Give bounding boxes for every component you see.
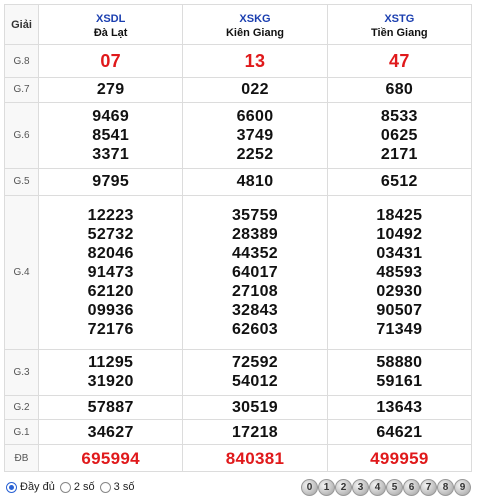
digit-ball[interactable]: 3	[352, 479, 369, 496]
province-name: Đà Lạt	[93, 26, 128, 39]
digit-ball[interactable]: 7	[420, 479, 437, 496]
digit-ball[interactable]: 8	[437, 479, 454, 496]
prize-cell	[39, 78, 183, 103]
prize-number: 59161	[376, 373, 423, 391]
prize-number: 44352	[231, 244, 278, 262]
prize-row	[5, 420, 472, 445]
display-option-label: 3 số	[113, 481, 135, 493]
prize-number: 31920	[87, 373, 134, 391]
prize-number: 13643	[376, 399, 423, 417]
results-body	[5, 45, 472, 472]
radio-button[interactable]	[100, 482, 111, 493]
prize-label: G.4	[5, 195, 39, 350]
prize-cell	[183, 350, 327, 395]
digit-ball[interactable]: 4	[369, 479, 386, 496]
province-name: Tiền Giang	[371, 26, 428, 39]
prize-number: 52732	[87, 225, 134, 243]
prize-number: 47	[389, 50, 410, 71]
display-option[interactable]	[60, 481, 95, 493]
prize-label: G.6	[5, 102, 39, 168]
prize-column-header: Giải	[5, 5, 39, 45]
prize-number: 17218	[231, 423, 278, 441]
prize-row	[5, 445, 472, 472]
radio-button[interactable]	[60, 482, 71, 493]
digit-ball[interactable]: 6	[403, 479, 420, 496]
prize-number: 64621	[376, 423, 423, 441]
display-option-label: Đầy đủ	[20, 481, 55, 493]
prize-number: 57887	[87, 399, 134, 417]
prize-number: 4810	[236, 173, 274, 191]
province-header-kiengiang[interactable]	[183, 5, 327, 45]
province-name: Kiên Giang	[225, 26, 285, 39]
display-option[interactable]	[100, 481, 135, 493]
prize-number: 64017	[231, 263, 278, 281]
prize-number: 9469	[92, 107, 130, 125]
prize-number: 18425	[376, 206, 423, 224]
prize-label: G.1	[5, 420, 39, 445]
prize-number: 10492	[376, 225, 423, 243]
prize-number: 82046	[87, 244, 134, 262]
prize-label: G.8	[5, 45, 39, 78]
prize-cell	[327, 395, 471, 420]
digit-filter	[301, 479, 471, 496]
prize-cell	[327, 78, 471, 103]
prize-cell	[183, 420, 327, 445]
special-prize-number: 499959	[370, 448, 429, 468]
prize-cell	[39, 102, 183, 168]
prize-cell	[327, 350, 471, 395]
prize-label: ĐB	[5, 445, 39, 472]
prize-number: 11295	[88, 354, 134, 372]
prize-cell	[39, 350, 183, 395]
prize-cell	[183, 102, 327, 168]
prize-cell	[327, 195, 471, 350]
prize-cell	[39, 395, 183, 420]
prize-number: 35759	[231, 206, 278, 224]
display-options	[6, 481, 139, 493]
prize-number: 48593	[376, 263, 423, 281]
prize-number: 3749	[236, 126, 274, 144]
prize-number: 02930	[376, 282, 423, 300]
prize-number: 0625	[380, 126, 418, 144]
prize-row	[5, 102, 472, 168]
prize-number: 6600	[236, 107, 274, 125]
prize-cell	[183, 195, 327, 350]
prize-row	[5, 45, 472, 78]
prize-number: 91473	[87, 263, 134, 281]
prize-cell	[39, 195, 183, 350]
prize-number: 09936	[87, 301, 134, 319]
prize-cell	[183, 168, 327, 195]
digit-ball[interactable]: 5	[386, 479, 403, 496]
province-code[interactable]: XSTG	[384, 12, 415, 25]
prize-number: 12223	[87, 206, 134, 224]
prize-number: 30519	[231, 399, 278, 417]
prize-cell	[327, 168, 471, 195]
prize-number: 2171	[380, 145, 418, 163]
radio-button[interactable]	[6, 482, 17, 493]
province-code[interactable]: XSDL	[95, 12, 126, 25]
prize-cell	[39, 168, 183, 195]
prize-number: 279	[96, 81, 125, 99]
digit-ball[interactable]: 1	[318, 479, 335, 496]
prize-row	[5, 395, 472, 420]
province-header-dalat[interactable]	[39, 5, 183, 45]
prize-number: 58880	[376, 354, 423, 372]
prize-cell	[327, 45, 471, 78]
prize-number: 8533	[380, 107, 418, 125]
digit-ball[interactable]: 0	[301, 479, 318, 496]
prize-number: 13	[244, 50, 266, 71]
prize-label: G.3	[5, 350, 39, 395]
lottery-results-table	[4, 4, 472, 472]
prize-number: 9795	[92, 173, 130, 191]
province-header-tiengiang[interactable]	[327, 5, 471, 45]
prize-cell	[39, 45, 183, 78]
prize-number: 27108	[231, 282, 278, 300]
results-footer	[0, 476, 477, 500]
prize-number: 022	[241, 81, 269, 99]
display-option[interactable]	[6, 481, 55, 493]
prize-number: 8541	[92, 126, 130, 144]
prize-cell	[327, 445, 471, 472]
prize-cell	[39, 420, 183, 445]
prize-number: 32843	[231, 301, 278, 319]
prize-label: G.2	[5, 395, 39, 420]
prize-number: 3371	[92, 145, 130, 163]
prize-cell	[39, 445, 183, 472]
province-code[interactable]: XSKG	[239, 12, 271, 25]
prize-number: 71349	[376, 320, 423, 338]
prize-cell	[183, 78, 327, 103]
prize-cell	[183, 45, 327, 78]
prize-label: G.5	[5, 168, 39, 195]
prize-cell	[183, 445, 327, 472]
prize-row	[5, 350, 472, 395]
prize-number: 03431	[376, 244, 423, 262]
digit-ball[interactable]: 2	[335, 479, 352, 496]
prize-number: 90507	[376, 301, 423, 319]
prize-row	[5, 168, 472, 195]
special-prize-number: 695994	[81, 448, 140, 468]
prize-number: 34627	[87, 423, 134, 441]
prize-number: 72176	[87, 320, 134, 338]
prize-number: 72592	[231, 354, 278, 372]
display-option-label: 2 số	[73, 481, 95, 493]
prize-row	[5, 195, 472, 350]
digit-ball[interactable]: 9	[454, 479, 471, 496]
prize-label: G.7	[5, 78, 39, 103]
prize-cell	[327, 102, 471, 168]
prize-number: 54012	[231, 373, 278, 391]
prize-number: 62120	[87, 282, 134, 300]
prize-number: 680	[385, 81, 414, 99]
prize-number: 07	[100, 50, 121, 71]
prize-row	[5, 78, 472, 103]
prize-cell	[183, 395, 327, 420]
special-prize-number: 840381	[225, 448, 285, 468]
prize-number: 62603	[231, 320, 278, 338]
prize-number: 6512	[380, 173, 418, 191]
prize-number: 28389	[231, 225, 278, 243]
prize-number: 2252	[236, 145, 274, 163]
prize-cell	[327, 420, 471, 445]
